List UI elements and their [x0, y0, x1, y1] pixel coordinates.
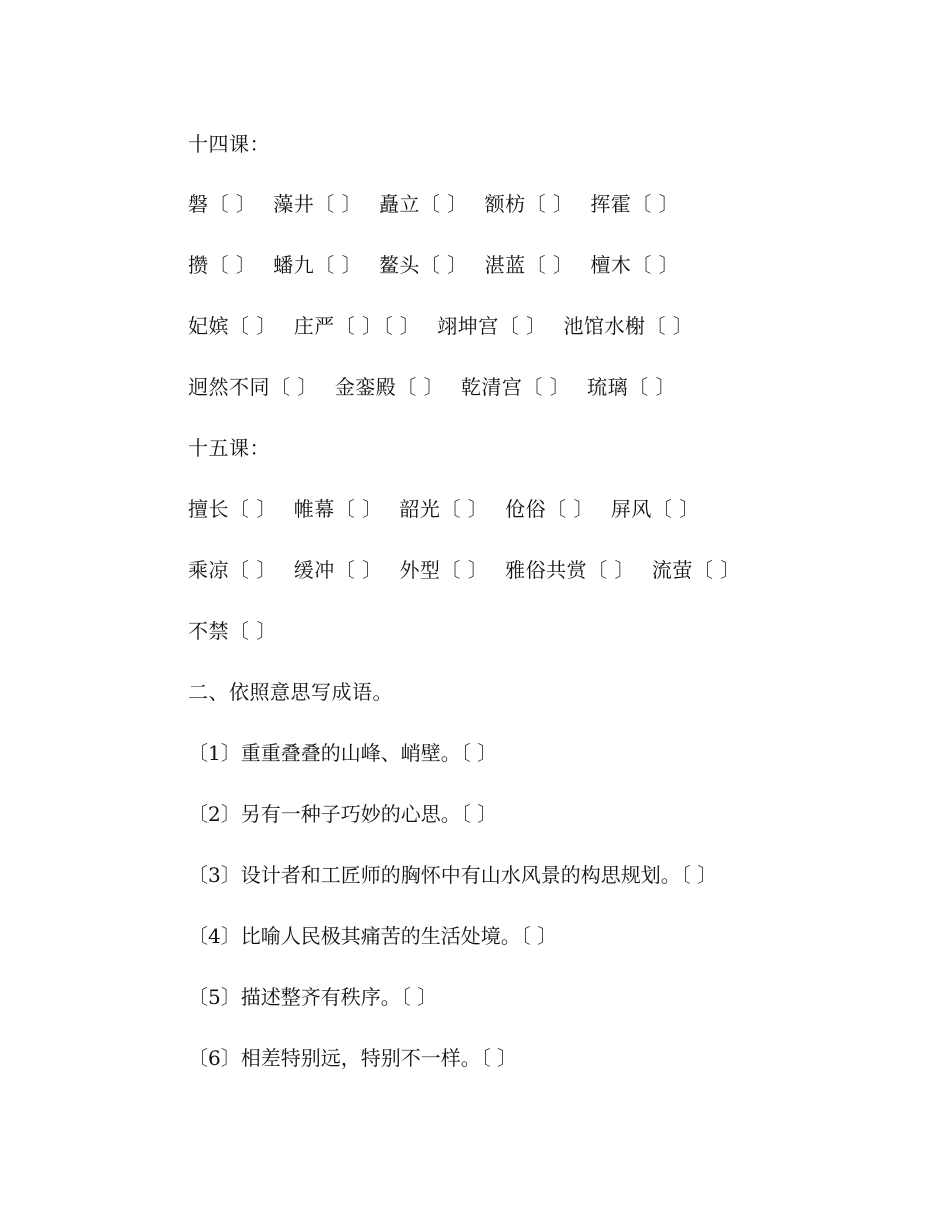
question-item: 〔6〕相差特别远，特别不一样。〔 〕: [188, 1046, 518, 1070]
lesson14-row-1: [188, 190, 679, 218]
lesson14-row-2: [188, 251, 679, 279]
vocab-item: 庄严〔 〕〔 〕: [293, 314, 421, 338]
vocab-item: 屏风〔 〕: [610, 497, 700, 521]
vocab-item: 妃嫔〔 〕: [188, 314, 277, 338]
question-item: 〔5〕描述整齐有秩序。〔 〕: [188, 985, 438, 1009]
vocab-item: 外型〔 〕: [399, 558, 489, 582]
question-item: 〔1〕重重叠叠的山峰、峭壁。〔 〕: [188, 741, 498, 765]
vocab-item: 缓冲〔 〕: [293, 558, 383, 582]
vocab-item: 韶光〔 〕: [399, 497, 489, 521]
question-item: 〔4〕比喻人民极其痛苦的生活处境。〔 〕: [188, 924, 558, 948]
vocab-item: 乾清宫〔 〕: [460, 375, 571, 399]
question-item: 〔3〕设计者和工匠师的胸怀中有山水风景的构思规划。〔 〕: [188, 863, 718, 887]
vocab-item: 流萤〔 〕: [651, 558, 741, 582]
vocab-item: 擅长〔 〕: [188, 497, 277, 521]
vocab-item: 琉璃〔 〕: [587, 375, 677, 399]
lesson14-title: 十四课：: [188, 132, 270, 156]
vocab-item: 磐〔 〕: [188, 192, 257, 216]
vocab-item: 帷幕〔 〕: [293, 497, 383, 521]
vocab-item: 池馆水榭〔 〕: [563, 314, 694, 338]
vocab-item: 伧俗〔 〕: [505, 497, 595, 521]
vocab-item: 不禁〔 〕: [188, 619, 277, 643]
lesson15-row-2: [188, 556, 741, 584]
vocab-item: 矗立〔 〕: [378, 192, 468, 216]
lesson15-row-1: [188, 495, 700, 523]
vocab-item: 檀木〔 〕: [590, 253, 680, 277]
lesson14-row-4: [188, 373, 676, 401]
lesson15-title: 十五课：: [188, 436, 270, 460]
lesson15-row-3: [188, 617, 277, 645]
vocab-item: 翊坤宫〔 〕: [437, 314, 547, 338]
vocab-item: 雅俗共赏〔 〕: [505, 558, 636, 582]
vocab-item: 额枋〔 〕: [484, 192, 574, 216]
vocab-item: 挥霍〔 〕: [590, 192, 680, 216]
vocab-item: 湛蓝〔 〕: [484, 253, 574, 277]
vocab-item: 藻井〔 〕: [273, 192, 363, 216]
section2-title: 二、依照意思写成语。: [188, 680, 393, 704]
lesson14-row-3: [188, 312, 693, 340]
question-item: 〔2〕另有一种子巧妙的心思。〔 〕: [188, 802, 498, 826]
vocab-item: 攒〔 〕: [188, 253, 257, 277]
vocab-item: 迥然不同〔 〕: [188, 375, 318, 399]
vocab-item: 鳌头〔 〕: [378, 253, 468, 277]
vocab-item: 蟠九〔 〕: [273, 253, 363, 277]
vocab-item: 金銮殿〔 〕: [334, 375, 445, 399]
vocab-item: 乘凉〔 〕: [188, 558, 277, 582]
